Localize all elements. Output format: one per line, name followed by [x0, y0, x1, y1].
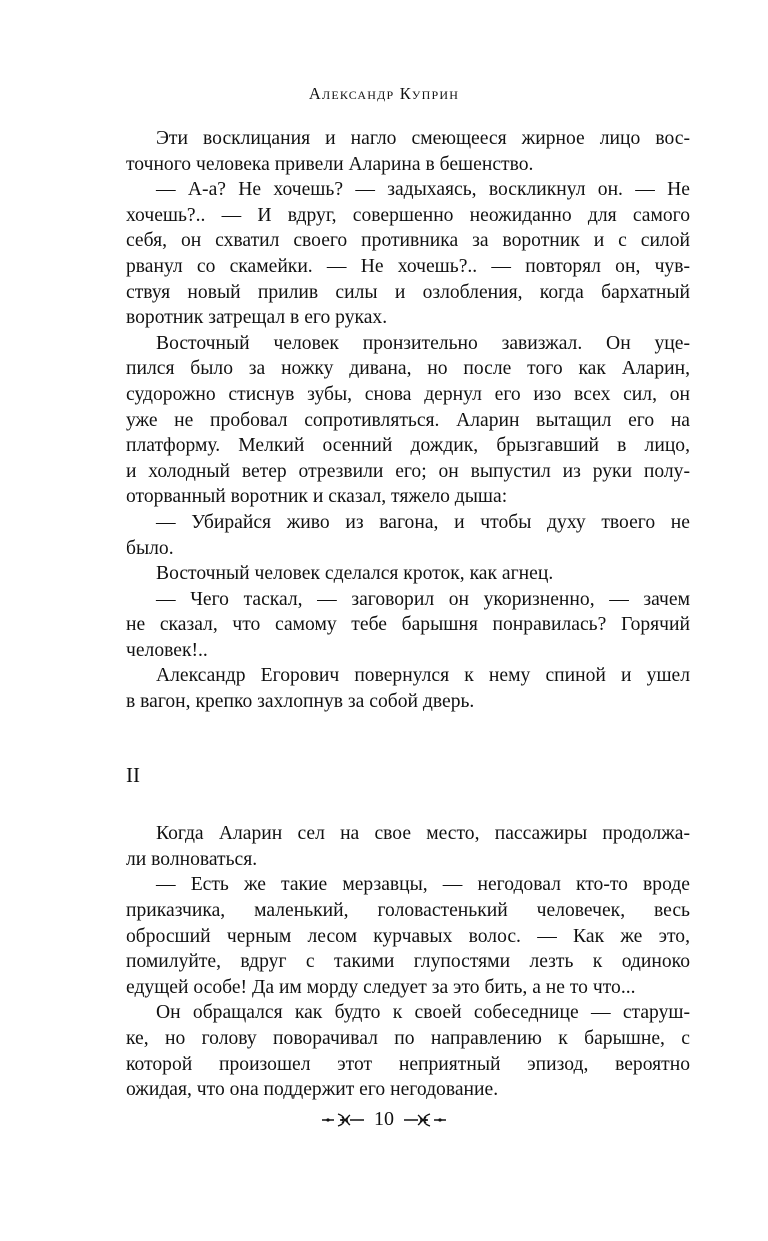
page-number: 10 [374, 1108, 394, 1130]
text-line: Когда Аларин сел на свое место, пассажиры продолжа- [156, 823, 690, 845]
ornament-left-icon [320, 1112, 366, 1128]
chapter-heading: II [126, 762, 140, 787]
text-line: Эти восклицания и нагло смеющееся жирное лицо вос- [156, 128, 690, 149]
running-header: Александр Куприн [308, 84, 460, 103]
page-number-footer [0, 1108, 768, 1131]
text-line: помилуйте, вдруг с такими глупостями лезть к одиноко [126, 951, 690, 973]
text-line: в вагон, крепко захлопнув за собой дверь. [126, 691, 475, 713]
text-line: и холодный ветер отрезвили его; он выпустил из руки полу- [126, 460, 690, 482]
text-block-1 [126, 126, 690, 715]
text-line: Александр Егорович повернулся к нему спиной и ушел [156, 665, 690, 687]
text-line: — А-а? Не хочешь? — задыхаясь, воскликнул он. — Не [156, 179, 690, 201]
text-line: платформу. Мелкий осенний дождик, брызгавший в лицо, [126, 435, 690, 457]
text-line: хочешь?.. — И вдруг, совершенно неожиданно для самого [126, 204, 690, 226]
text-line: судорожно стиснув зубы, снова дернул его изо всех сил, он [126, 383, 690, 405]
text-line: не сказал, что самому тебе барышня понравилась? Горячий [126, 614, 690, 636]
text-line: которой произошел этот неприятный эпизод, вероятно [126, 1053, 690, 1075]
text-line: было. [126, 537, 174, 559]
text-line: уже не пробовал сопротивляться. Аларин вытащил его на [126, 409, 690, 431]
text-line: себя, он схватил своего противника за воротник и с силой [126, 230, 690, 252]
text-line: пился было за ножку дивана, но после того как Аларин, [126, 358, 690, 380]
text-line: обросший черным лесом курчавых волос. — Как же это, [126, 925, 690, 947]
text-line: воротник затрещал в его руках. [126, 307, 388, 329]
text-line: — Есть же такие мерзавцы, — негодовал кто-то вроде [156, 874, 690, 896]
text-line: Он обращался как будто к своей собеседнице — старуш- [156, 1002, 690, 1024]
text-line: точного человека привели Аларина в бешенство. [126, 153, 534, 175]
text-line: оторванный воротник и сказал, тяжело дыша: [126, 486, 508, 508]
text-line: ке, но голову поворачивал по направлению к барышне, с [126, 1028, 690, 1049]
text-line: — Убирайся живо из вагона, и чтобы духу твоего не [156, 511, 690, 533]
ornament-right-icon [402, 1112, 448, 1128]
text-line: ожидая, что она поддержит его негодование. [126, 1079, 499, 1101]
text-line: человек!.. [126, 639, 208, 661]
text-line: Восточный человек пронзительно завизжал. Он уце- [156, 332, 690, 354]
body-text [126, 126, 690, 1103]
text-line: ствуя новый прилив силы и озлобления, когда бархатный [126, 281, 690, 303]
text-line: — Чего таскал, — заговорил он укоризненно, — зачем [156, 588, 690, 610]
text-line: рванул со скамейки. — Не хочешь?.. — повторял он, чув- [126, 255, 690, 277]
text-line: Восточный человек сделался кроток, как агнец. [156, 563, 554, 585]
text-block-2 [126, 821, 690, 1103]
text-line: ли волноваться. [126, 848, 258, 870]
text-line: едущей особе! Да им морду следует за это бить, а не то что... [126, 976, 636, 998]
text-line: приказчика, маленький, головастенький человечек, весь [126, 900, 690, 922]
